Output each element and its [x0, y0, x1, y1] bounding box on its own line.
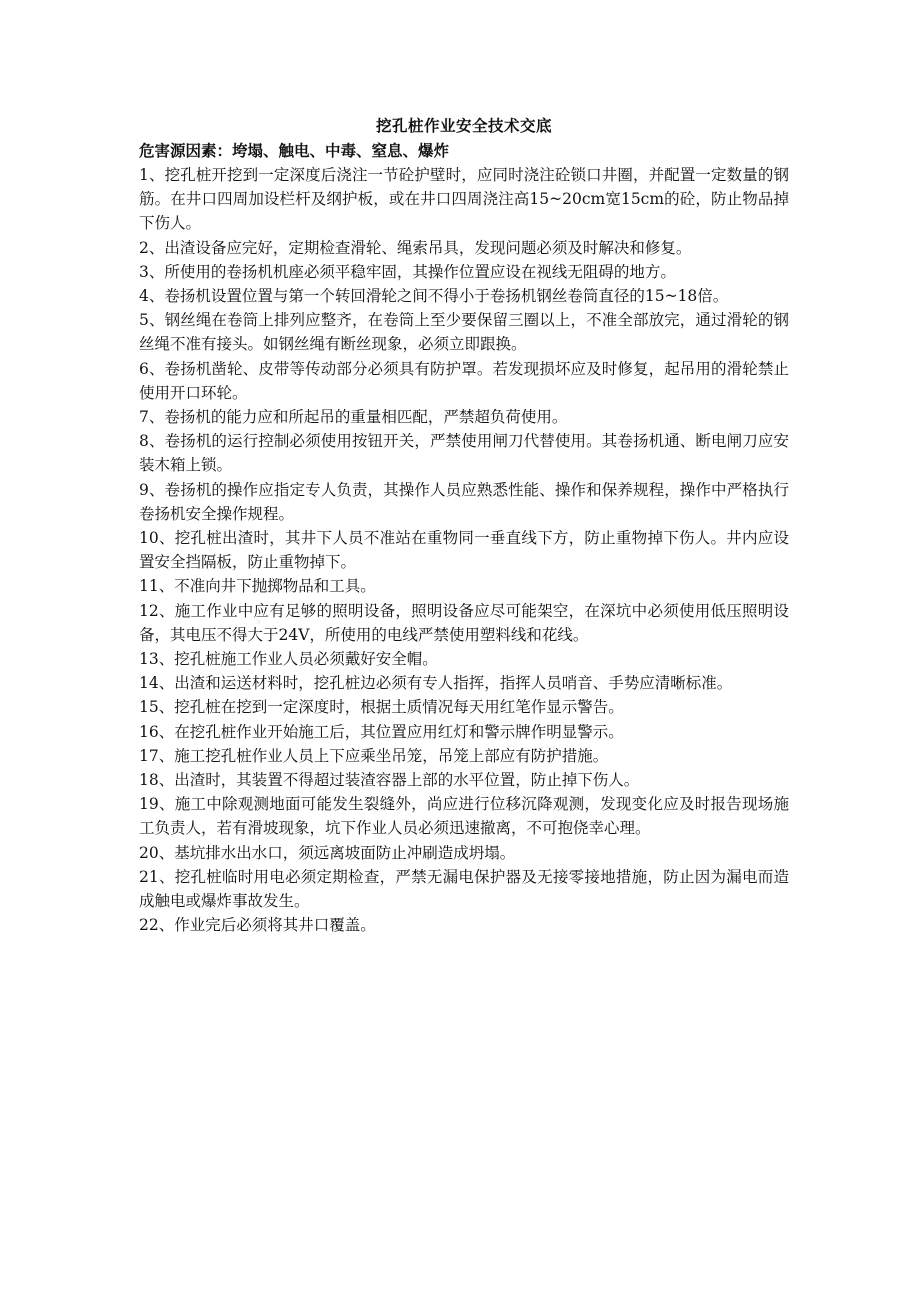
- safety-rule-4: 4、卷扬机设置位置与第一个转回滑轮之间不得小于卷扬机钢丝卷筒直径的15~18倍。: [139, 287, 729, 306]
- safety-rule-21: 21、挖孔桩临时用电必须定期检查，严禁无漏电保护器及无接零接地措施，防止因为漏电而造成触电或爆炸事故发生。: [139, 867, 789, 911]
- safety-rule-10: 10、挖孔桩出渣时，其井下人员不准站在重物同一垂直线下方，防止重物掉下伤人。井内应设置安全挡隔板，防止重物掉下。: [139, 529, 789, 572]
- safety-rule-16: 16、在挖孔桩作业开始施工后，其位置应用红灯和警示牌作明显警示。: [139, 722, 624, 741]
- safety-rule-11: 11、不准向井下抛掷物品和工具。: [139, 577, 376, 596]
- safety-rule-13: 13、挖孔桩施工作业人员必须戴好安全帽。: [139, 650, 438, 669]
- safety-rules-list: [139, 163, 789, 938]
- document-body: [139, 113, 789, 938]
- safety-rule-12: 12、施工作业中应有足够的照明设备，照明设备应尽可能架空，在深坑中必须使用低压照明设备，其电压不得大于24V，所使用的电线严禁使用塑料线和花线。: [139, 601, 789, 644]
- safety-rule-1: 1、挖孔桩开挖到一定深度后浇注一节砼护壁时，应同时浇注砼锁口井圈，并配置一定数量的钢筋。在井口四周加设栏杆及纲护板，或在井口四周浇注高15~20cm宽15cm的砼，防止物品掉下伤人。: [139, 166, 789, 233]
- safety-rule-5: 5、钢丝绳在卷筒上排列应整齐，在卷筒上至少要保留三圈以上，不准全部放完，通过滑轮的钢丝绳不准有接头。如钢丝绳有断丝现象，必须立即跟换。: [139, 311, 789, 354]
- safety-rule-22: 22、作业完后必须将其井口覆盖。: [139, 916, 376, 935]
- safety-rule-15: 15、挖孔桩在挖到一定深度时，根据土质情况每天用红笔作显示警告。: [139, 698, 624, 717]
- hazard-factors-line: 危害源因素：垮塌、触电、中毒、窒息、爆炸: [139, 142, 450, 160]
- safety-rule-6: 6、卷扬机凿轮、皮带等传动部分必须具有防护罩。若发现损坏应及时修复，起吊用的滑轮禁止使用开口环轮。: [139, 359, 789, 402]
- safety-rule-19: 19、施工中除观测地面可能发生裂缝外，尚应进行位移沉降观测，发现变化应及时报告现场施工负责人，若有滑坡现象，坑下作业人员必须迅速撤离，不可抱侥幸心理。: [139, 795, 789, 838]
- safety-rule-2: 2、出渣设备应完好，定期检查滑轮、绳索吊具，发现问题必须及时解决和修复。: [139, 238, 692, 257]
- safety-rule-17: 17、施工挖孔桩作业人员上下应乘坐吊笼，吊笼上部应有防护措施。: [139, 746, 609, 765]
- safety-rule-18: 18、出渣时，其装置不得超过装渣容器上部的水平位置，防止掉下伤人。: [139, 771, 640, 790]
- document-title: 挖孔桩作业安全技术交底: [375, 117, 552, 135]
- safety-rule-3: 3、所使用的卷扬机机座必须平稳牢固，其操作位置应设在视线无阻碍的地方。: [139, 262, 676, 281]
- safety-rule-7: 7、卷扬机的能力应和所起吊的重量相匹配，严禁超负荷使用。: [139, 408, 568, 427]
- safety-rule-8: 8、卷扬机的运行控制必须使用按钮开关，严禁使用闸刀代替使用。其卷扬机通、断电闸刀应安装木箱上锁。: [139, 432, 789, 475]
- safety-rule-9: 9、卷扬机的操作应指定专人负责，其操作人员应熟悉性能、操作和保养规程，操作中严格执行卷扬机安全操作规程。: [139, 480, 789, 523]
- safety-rule-14: 14、出渣和运送材料时，挖孔桩边必须有专人指挥，指挥人员哨音、手势应清晰标准。: [139, 674, 733, 693]
- safety-rule-20: 20、基坑排水出水口，须远离坡面防止冲刷造成坍塌。: [139, 843, 516, 862]
